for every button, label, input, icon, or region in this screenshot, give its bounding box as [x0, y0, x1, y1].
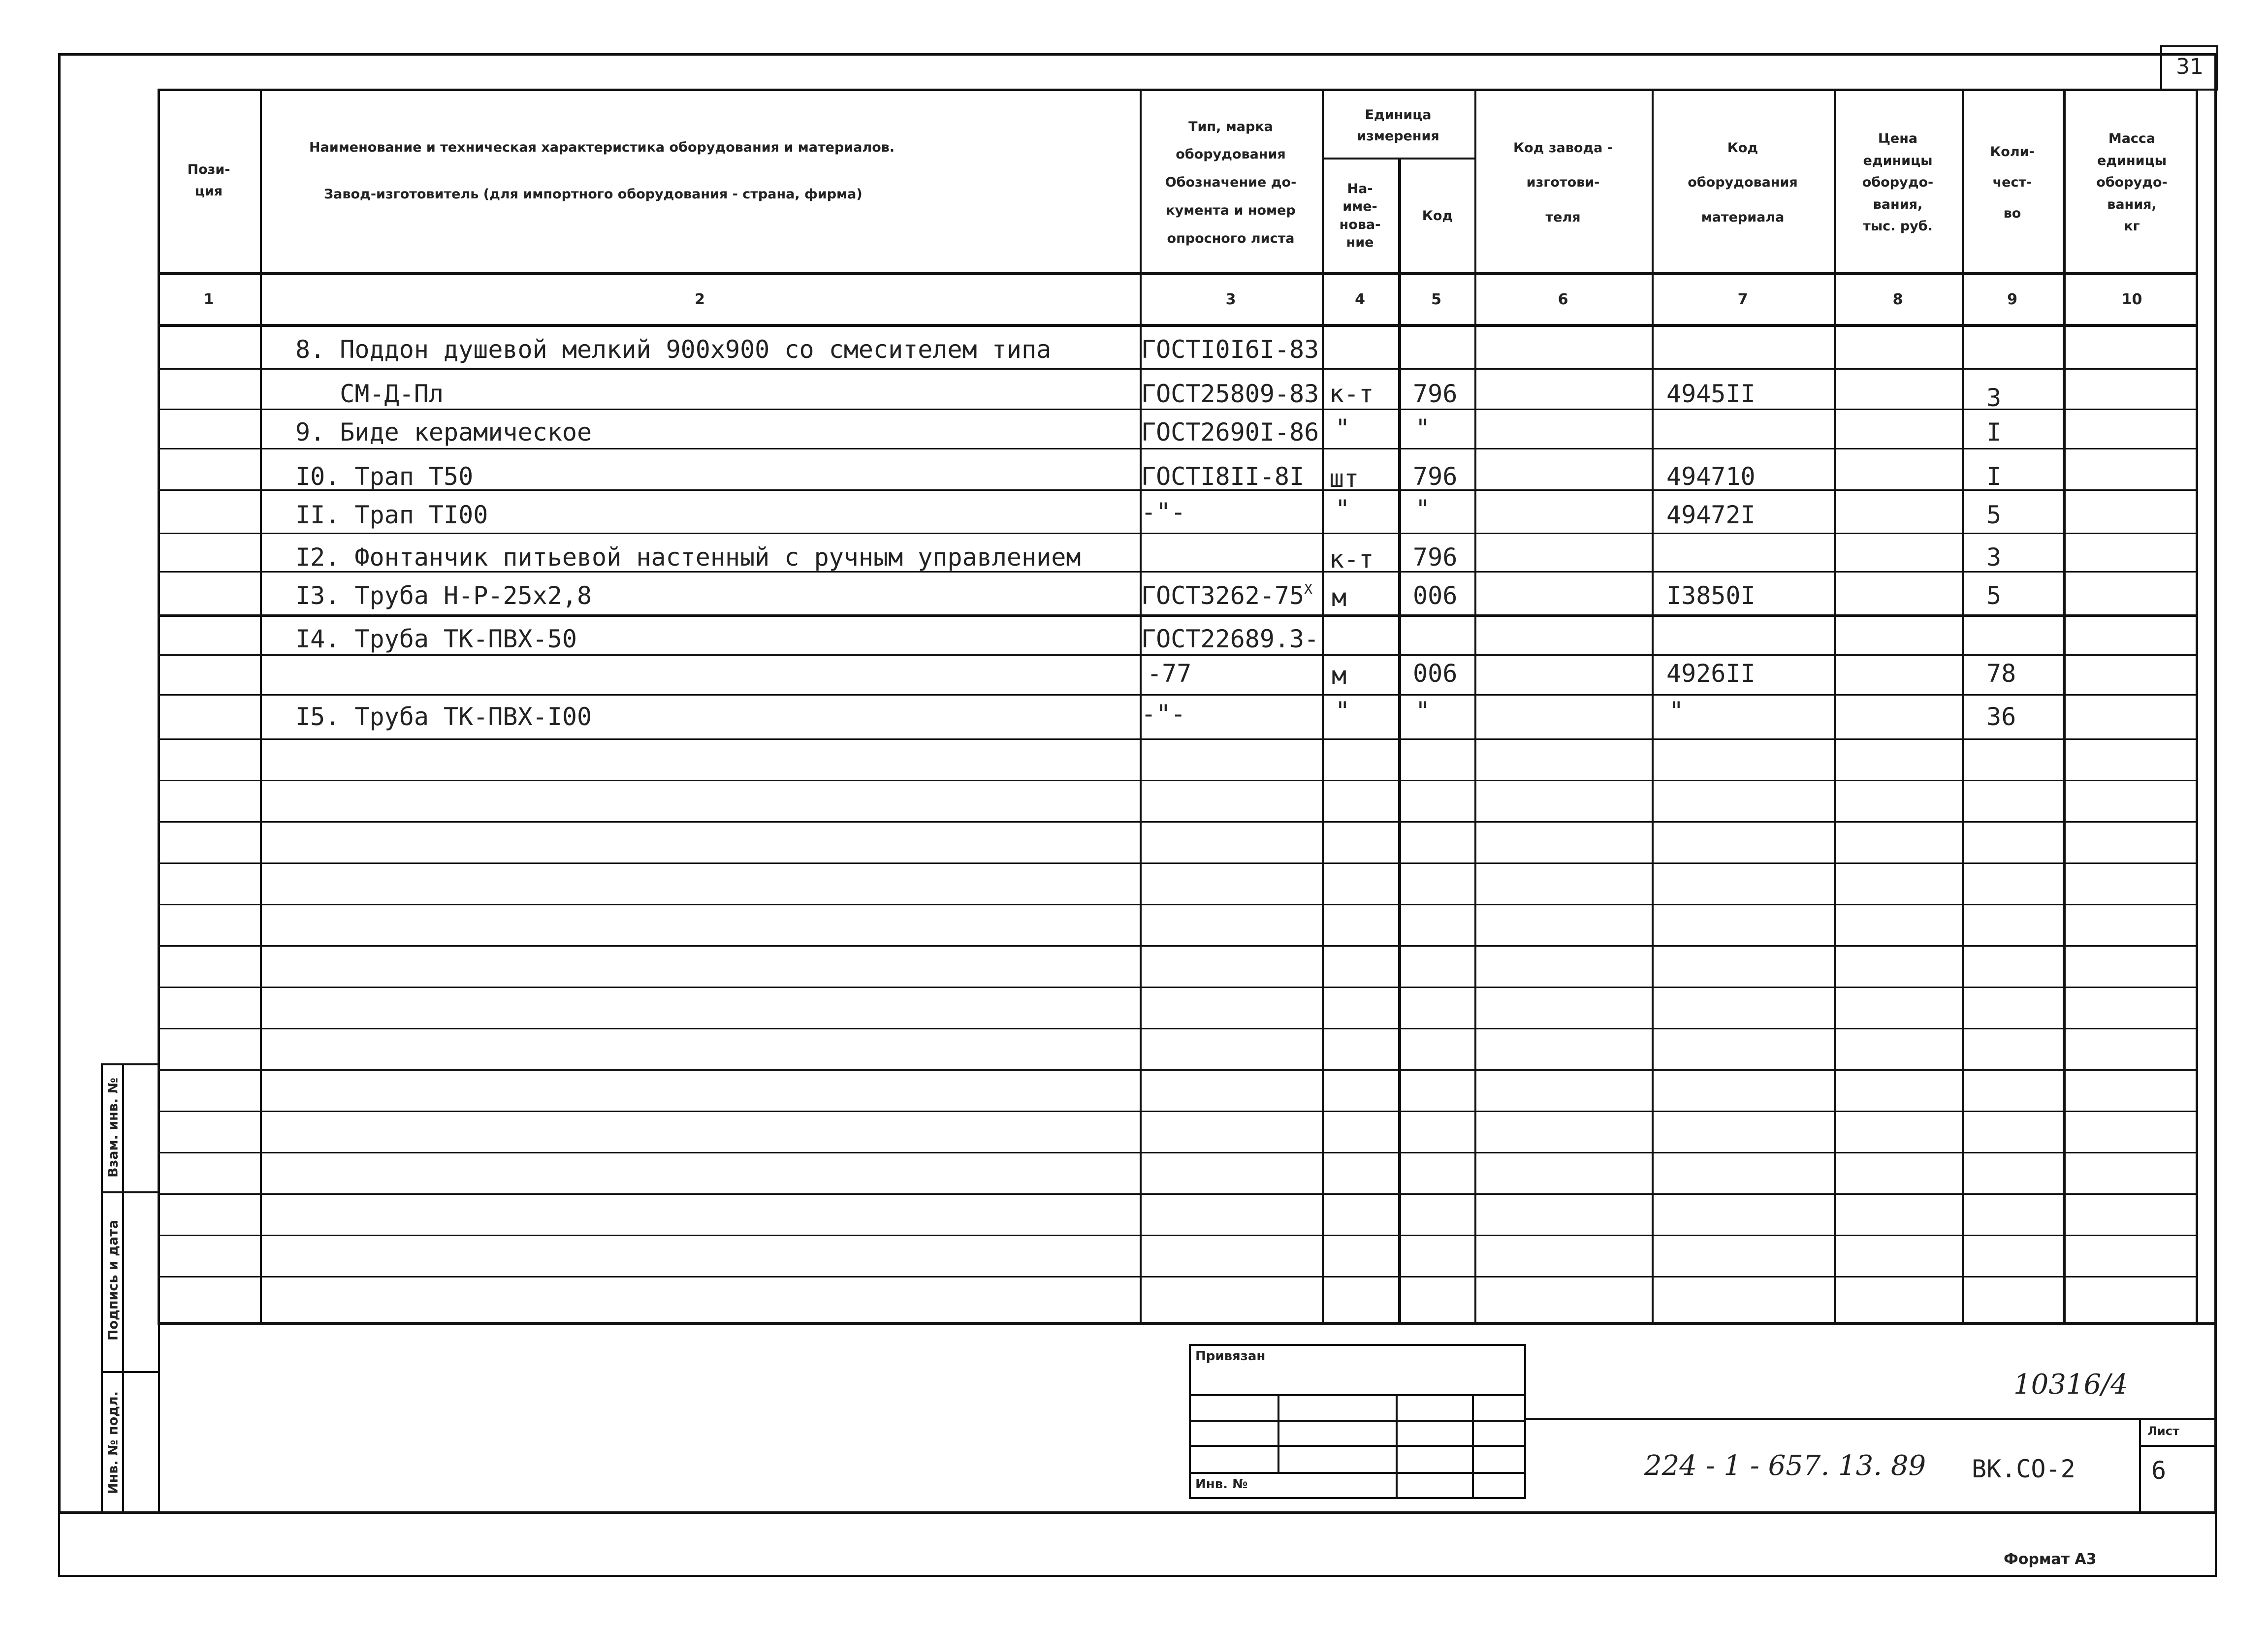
row-divider	[158, 1276, 2198, 1277]
row-unit: "	[1335, 495, 1350, 523]
row-divider	[158, 1193, 2198, 1195]
colnum-7: 7	[1737, 291, 1748, 308]
header-col4: На- име- нова- ние	[1339, 181, 1381, 250]
privyazan-vline-2	[1396, 1394, 1398, 1499]
header-col5: Код	[1422, 208, 1453, 223]
row-doc-wrapper	[1141, 576, 1312, 615]
handwritten-number: 10316/4	[2013, 1369, 2128, 1401]
row-code: "	[1415, 495, 1431, 523]
row-qty: 3	[1986, 383, 2002, 412]
document-code: 224 - 1 - 657. 13. 89	[1644, 1450, 1926, 1482]
row-divider	[158, 738, 2198, 740]
header-col7: Код оборудования материала	[1688, 140, 1798, 225]
header-col1: Пози- ция	[187, 162, 230, 199]
sidebar-label-inv: Инв. № подл.	[105, 1391, 121, 1494]
row-divider	[158, 1152, 2198, 1153]
colnum-bottom-line	[158, 324, 2198, 327]
colnum-4: 4	[1355, 291, 1365, 308]
row-divider	[158, 1069, 2198, 1071]
row-name: СМ-Д-Пл	[295, 380, 444, 408]
header-col3: Тип, марка оборудования Обозначение до- кумента и номер опросного листа	[1165, 119, 1297, 246]
row-name: 9. Биде керамическое	[295, 418, 592, 447]
row-code: 796	[1413, 380, 1458, 408]
row-unit: к-т	[1329, 545, 1374, 574]
row-code: "	[1415, 697, 1431, 725]
row-unit: шт	[1329, 464, 1359, 493]
stamp-top-line	[158, 1322, 2217, 1325]
header-col8: Цена единицы оборудо- вания, тыс. руб.	[1862, 131, 1934, 234]
row-doc: ГОСТ22689.3-	[1141, 625, 1319, 653]
row-divider	[158, 1028, 2198, 1029]
row-doc: ГОСТ3262-75	[1141, 581, 1305, 610]
header-col2-line1: Наименование и техническая характеристика оборудования и материалов.	[309, 140, 895, 156]
row-divider	[158, 945, 2198, 947]
row-doc: ГОСТ2690I-86	[1141, 418, 1319, 447]
row-code: 796	[1413, 462, 1458, 491]
inv-no-label: Инв. №	[1195, 1477, 1248, 1492]
row-code: 006	[1413, 581, 1458, 610]
colnum-5: 5	[1431, 291, 1441, 308]
row-qty: I	[1986, 462, 2002, 491]
row-code: "	[1415, 414, 1431, 443]
row-doc: ГОСТ25809-83	[1141, 380, 1319, 408]
privyazan-line-1	[1189, 1394, 1526, 1396]
sidebar-divider	[122, 1063, 124, 1514]
col-line-4	[1398, 158, 1401, 1324]
privyazan-line-3	[1189, 1445, 1526, 1447]
row-doc: ГОСТI0I6I-83	[1141, 335, 1319, 364]
colnum-1: 1	[203, 291, 214, 308]
sidebar-label-podpis: Подпись и дата	[105, 1219, 121, 1341]
colnum-10: 10	[2121, 291, 2142, 308]
row-mat: 4926II	[1666, 659, 1756, 688]
row-divider	[158, 1111, 2198, 1112]
row-name: 8. Поддон душевой мелкий 900х900 со смесителем типа	[295, 335, 1052, 364]
format-label: Формат А3	[2004, 1551, 2097, 1568]
row-qty: 36	[1986, 702, 2016, 731]
row-name: I5. Труба ТК-ПВХ-I00	[295, 702, 592, 731]
privyazan-label: Привязан	[1195, 1349, 1266, 1364]
row-divider	[158, 821, 2198, 823]
colnum-6: 6	[1558, 291, 1568, 308]
header-unit-group: Единица измерения	[1357, 107, 1439, 144]
title-block-line	[1526, 1418, 2217, 1420]
row-name: I0. Трап Т50	[295, 462, 474, 491]
row-doc: -"-	[1141, 700, 1186, 728]
row-unit: к-т	[1329, 380, 1374, 408]
privyazan-vline-3	[1472, 1394, 1474, 1499]
row-divider	[158, 862, 2198, 864]
header-col9: Коли- чест- во	[1990, 144, 2035, 221]
row-mat: I3850I	[1666, 581, 1756, 610]
row-unit: "	[1335, 697, 1350, 725]
corner-page-number: 31	[2176, 54, 2204, 79]
row-doc-superscript: Х	[1304, 580, 1312, 597]
privyazan-line-4	[1189, 1472, 1526, 1474]
colnum-2: 2	[695, 291, 705, 308]
row-name: I3. Труба Н-Р-25х2,8	[295, 581, 592, 610]
row-qty: 3	[1986, 543, 2002, 572]
list-value: 6	[2151, 1456, 2167, 1485]
colnum-3: 3	[1225, 291, 1236, 308]
privyazan-vline-1	[1278, 1394, 1279, 1472]
row-qty: I	[1986, 418, 2002, 447]
list-box-divider	[2139, 1445, 2217, 1447]
row-doc: ГОСТI8II-8I	[1141, 462, 1305, 491]
col-line-1	[260, 89, 262, 1324]
row-qty: 5	[1986, 581, 2002, 610]
row-divider	[158, 987, 2198, 988]
row-name: II. Трап ТI00	[295, 501, 488, 529]
row-name: I2. Фонтанчик питьевой настенный с ручным управлением	[295, 543, 1081, 572]
col-line-6	[1652, 89, 1654, 1324]
privyazan-line-2	[1189, 1420, 1526, 1422]
header-col6: Код завода - изготови- теля	[1513, 140, 1613, 225]
row-divider	[158, 904, 2198, 905]
row-qty: 5	[1986, 501, 2002, 529]
row-mat: 49472I	[1666, 501, 1756, 529]
row-divider	[158, 1235, 2198, 1236]
col-line-3	[1322, 89, 1324, 1324]
list-label: Лист	[2147, 1424, 2179, 1438]
col-line-9	[2063, 89, 2066, 1324]
row-mat: "	[1669, 697, 1684, 725]
header-col2-line2: Завод-изготовитель (для импортного оборудования - страна, фирма)	[324, 187, 862, 202]
sheet-code: ВК.СО-2	[1972, 1455, 2076, 1483]
col-line-8	[1962, 89, 1964, 1324]
row-doc: -77	[1147, 659, 1192, 688]
row-unit: "	[1335, 414, 1350, 443]
row-mat: 494710	[1666, 462, 1756, 491]
row-code: 796	[1413, 543, 1458, 572]
header-col10: Масса единицы оборудо- вания, кг	[2096, 131, 2168, 234]
row-unit: м	[1332, 583, 1347, 612]
row-doc: -"-	[1141, 498, 1186, 526]
row-divider	[158, 780, 2198, 781]
col-line-5	[1474, 89, 1476, 1324]
row-unit: м	[1332, 661, 1347, 690]
sidebar-label-vzam: Взам. инв. №	[105, 1078, 121, 1178]
colnum-8: 8	[1892, 291, 1903, 308]
row-name: I4. Труба ТК-ПВХ-50	[295, 625, 577, 653]
row-qty: 78	[1986, 659, 2016, 688]
colnum-9: 9	[2007, 291, 2017, 308]
row-code: 006	[1413, 659, 1458, 688]
row-mat: 4945II	[1666, 380, 1756, 408]
col-line-7	[1834, 89, 1836, 1324]
